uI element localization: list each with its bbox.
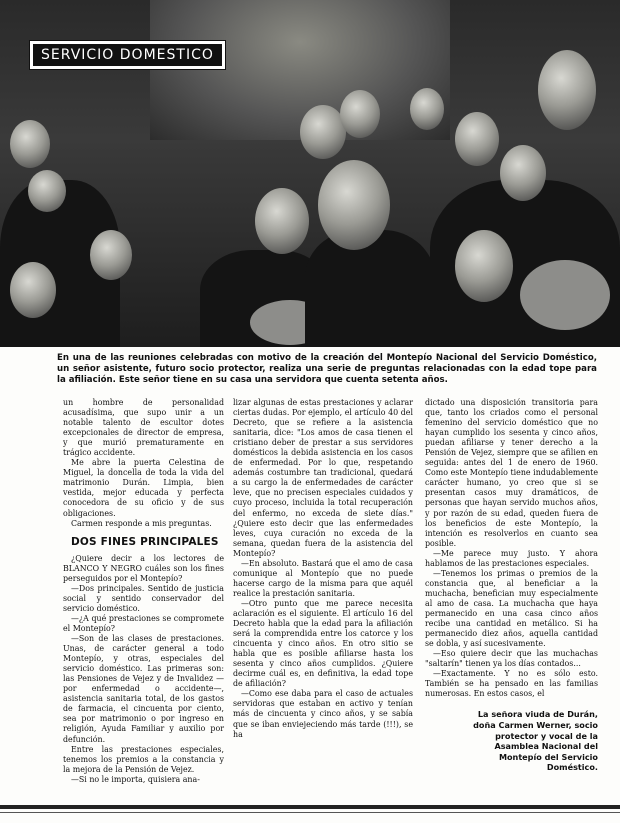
body-paragraph: un hombre de personalidad acusadísima, que supo unir a un notable talento de escultor dotes excepcionales de director de empresa, y que murió prematuramente en trágico accidente. xyxy=(63,398,224,458)
signature-caption: La señora viuda de Durán, doña Carmen Werner, socio protector y vocal de la Asamblea Nacional del Montepío del Servicio Doméstico. xyxy=(473,709,598,773)
bottom-rule-thin xyxy=(0,812,620,813)
photo-figure xyxy=(90,230,132,280)
photo-figure xyxy=(455,112,499,166)
photo-figure xyxy=(255,188,309,254)
photo-figure xyxy=(318,160,390,250)
photo-figure xyxy=(410,88,444,130)
body-paragraph: —En absoluto. Bastará que el amo de casa comunique al Montepío que no puede hacerse cargo de la misma para que aquél realice la prestación sanitaria. xyxy=(233,558,413,598)
column-2 xyxy=(233,398,413,740)
photo-figure xyxy=(28,170,66,212)
photo-highlight xyxy=(520,260,610,330)
photo-figure xyxy=(305,230,435,347)
photo-figure xyxy=(500,145,546,201)
body-paragraph: —Dos principales. Sentido de justicia social y sentido conservador del servicio doméstico. xyxy=(63,583,224,613)
photo-figure xyxy=(340,90,380,138)
photo-wall xyxy=(150,0,450,140)
bottom-rule xyxy=(0,805,620,809)
body-paragraph: ¿Quiere decir a los lectores de BLANCO Y NEGRO cuáles son los fines perseguidos por el Montepío? xyxy=(63,553,224,583)
meeting-photo xyxy=(0,0,620,347)
photo-caption: En una de las reuniones celebradas con motivo de la creación del Montepío Nacional del Servicio Doméstico, un señor asistente, futuro socio protector, realiza una serie de preguntas relacionadas con la edad tope para la afiliación. Este señor tiene en su casa una servidora que cuenta setenta años. xyxy=(57,353,597,386)
body-paragraph: —Son de las clases de prestaciones. Unas, de carácter general a todo Montepío, y otras, especiales del servicio doméstico. Las primeras son: las Pensiones de Vejez y de Invalidez —por enfermedad o accidente—, asistencia sanitaria total, de los gastos de farmacia, el cincuenta por ciento, sea por matrimonio o por ingreso en religión, Ayuda Familiar y auxilio por defunción. xyxy=(63,634,224,744)
body-paragraph: —Como ese daba para el caso de actuales servidoras que estaban en activo y tenían más de cincuenta y cinco años, y se sabía que se iban enviejeciendo más tarde (!!!), se ha xyxy=(233,689,413,739)
column-3 xyxy=(425,398,598,773)
column-1 xyxy=(63,398,224,785)
section-badge: SERVICIO DOMESTICO xyxy=(30,41,225,69)
body-paragraph: Entre las prestaciones especiales, tenemos los premios a la constancia y la mejora de la Pensión de Vejez. xyxy=(63,744,224,774)
body-paragraph: dictado una disposición transitoria para que, tanto los criados como el personal femenino del servicio doméstico que no hayan cumplido los sesenta y cinco años, puedan afiliarse y tener derecho a la Pensión de Vejez, siempre que se afilien en seguida: antes del 1 de enero de 1960. Como este Montepío tiene indudablemente carácter humano, yo creo que si se presentan casos muy dramáticos, de personas que hayan servido muchos años, y por razón de su edad, queden fuera de los beneficios de este Montepío, la intención es resolverlos en cuanto sea posible. xyxy=(425,398,598,548)
body-paragraph: —Eso quiere decir que las muchachas "saltarín" tienen ya los días contados... xyxy=(425,649,598,669)
body-paragraph: —Si no le importa, quisiera ana- xyxy=(71,774,200,784)
body-paragraph: —Me parece muy justo. Y ahora hablamos de las prestaciones especiales. xyxy=(425,548,598,568)
section-heading: DOS FINES PRINCIPALES xyxy=(71,535,219,548)
body-paragraph: —Tenemos los primas o premios de la constancia que, al beneficiar a la muchacha, benefician muy especialmente al amo de casa. La muchacha que haya permanecido en una casa cinco años recibe una cantidad en metálico. Si ha permanecido diez años, aquella cantidad se dobla, y así sucesivamente. xyxy=(425,568,598,649)
body-paragraph: —Exactamente. Y no es sólo esto. También se ha pensado en las familias numerosas. En estos casos, el xyxy=(425,669,598,699)
photo-figure xyxy=(455,230,513,302)
photo-figure xyxy=(538,50,596,130)
photo-figure xyxy=(10,262,56,318)
photo-figure xyxy=(10,120,50,168)
body-paragraph: Carmen responde a mis preguntas. xyxy=(71,518,212,528)
body-paragraph: —¿A qué prestaciones se compromete el Montepío? xyxy=(63,613,224,633)
body-paragraph: lizar algunas de estas prestaciones y aclarar ciertas dudas. Por ejemplo, el artículo 40 del Decreto, que se refiere a la asistencia sanitaria, dice: "Los amos de casa tienen el cristiano deber de prestar a sus servidores domésticos la debida asistencia en los casos de enfermedad. Por lo que, respetando además costumbre tan tradicional, quedará a su cargo la de enfermedades de carácter leve, que no precisen especiales cuidados y cuyo proceso, incluida la total recuperación del enfermo, no exceda de siete días." ¿Quiere esto decir que las enfermedades leves, cuya curación no exceda de la semana, quedan fuera de la asistencia del Montepío? xyxy=(233,398,413,558)
body-paragraph: —Otro punto que me parece necesita aclaración es el siguiente. El artículo 16 del Decreto habla que la edad para la afiliación será la comprendida entre los catorce y los cincuenta y cinco años. En otro sitio se habla que es posible afiliarse hasta los sesenta y cinco años cumplidos. ¿Quiere decirme cuál es, en definitiva, la edad tope de afiliación? xyxy=(233,598,413,689)
body-paragraph: Me abre la puerta Celestina de Miguel, la doncella de toda la vida del matrimonio Durán. Limpia, bien vestida, mejor educada y perfecta conocedora de su oficio y de sus obligaciones. xyxy=(63,458,224,518)
